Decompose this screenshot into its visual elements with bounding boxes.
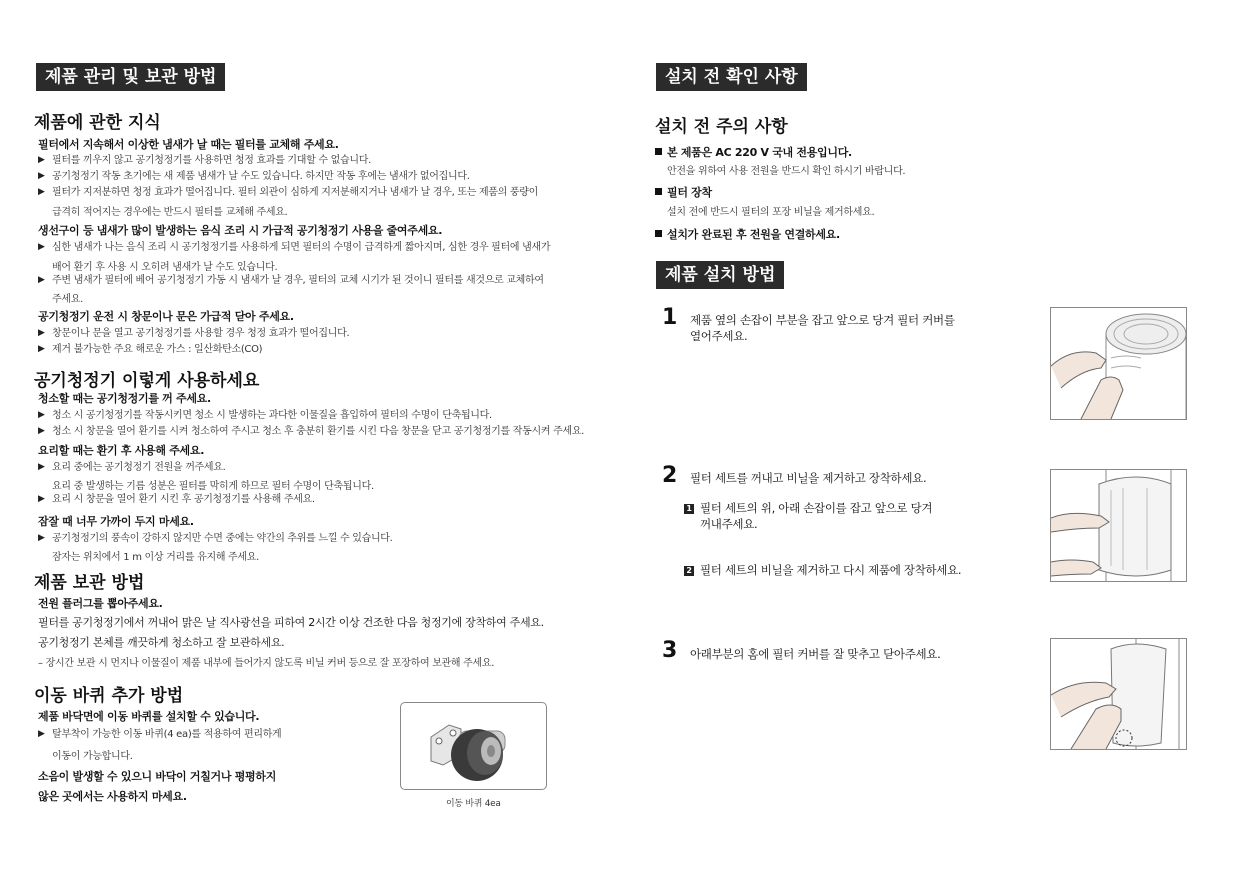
step-number: 3 [662,638,678,663]
triangle-bullet-icon: ▶ [38,533,45,543]
heading-storage: 제품 보관 방법 [34,573,145,593]
precaution-desc: 안전을 위하여 사용 전원을 반드시 확인 하시기 바랍니다. [667,166,906,177]
list-item-continued: 이동이 가능합니다. [52,751,133,762]
square-bullet-icon [655,188,662,195]
subheading-sleeping: 잠잘 때 너무 가까이 두지 마세요. [38,515,194,528]
list-item-continued: 급격히 적어지는 경우에는 반드시 필터를 교체해 주세요. [52,207,288,218]
subheading-close-windows: 공기청정기 운전 시 창문이나 문은 가급적 닫아 주세요. [38,310,294,323]
list-item-continued: 주세요. [52,294,83,305]
triangle-bullet-icon: ▶ [38,328,45,338]
triangle-bullet-icon: ▶ [38,462,45,472]
substep-number-box: 2 [684,566,694,576]
heading-usage: 공기청정기 이렇게 사용하세요 [34,371,260,391]
substep-number-box: 1 [684,504,694,514]
section-title-care: 제품 관리 및 보관 방법 [36,63,225,91]
triangle-bullet-icon: ▶ [38,242,45,252]
heading-product-knowledge: 제품에 관한 지식 [34,113,161,133]
triangle-bullet-icon: ▶ [38,729,45,739]
step-text: 아래부분의 홈에 필터 커버를 잘 맞추고 닫아주세요. [690,647,941,661]
step2-illustration [1050,469,1187,582]
subheading-filter-smell: 필터에서 지속해서 이상한 냄새가 날 때는 필터를 교체해 주세요. [38,138,339,151]
triangle-bullet-icon: ▶ [38,344,45,354]
wheel-warning: 않은 곳에서는 사용하지 마세요. [38,790,187,803]
triangle-bullet-icon: ▶ [38,494,45,504]
precaution-item-power: 설치가 완료된 후 전원을 연결하세요. [655,226,840,242]
storage-instruction: 공기청정기 본체를 깨끗하게 청소하고 잘 보관하세요. [38,636,285,649]
triangle-bullet-icon: ▶ [38,275,45,285]
square-bullet-icon [655,148,662,155]
triangle-bullet-icon: ▶ [38,426,45,436]
step1-illustration [1050,307,1187,420]
wheel-caption: 이동 바퀴 4ea [446,799,501,809]
subheading-unplug: 전원 플러그를 뽑아주세요. [38,597,163,610]
heading-wheel: 이동 바퀴 추가 방법 [34,686,184,706]
step-number: 2 [662,463,678,488]
list-item-continued: 잠자는 위치에서 1 m 이상 거리를 유지해 주세요. [52,552,260,563]
wheel-illustration [400,702,547,790]
subheading-cooking-fish: 생선구이 등 냄새가 많이 발생하는 음식 조리 시 가급적 공기청정기 사용을 줄여주세요. [38,224,443,237]
subheading-cleaning: 청소할 때는 공기청정기를 꺼 주세요. [38,392,211,405]
triangle-bullet-icon: ▶ [38,171,45,181]
section-title-installation: 제품 설치 방법 [656,261,784,289]
step2-substep-a: 1 필터 세트의 위, 아래 손잡이를 잡고 앞으로 당겨 꺼내주세요. [684,500,932,532]
storage-note: – 장시간 보관 시 먼지나 이물질이 제품 내부에 들어가지 않도록 비닐 커버 등으로 잘 포장하여 보관해 주세요. [38,658,495,669]
step-text: 필터 세트를 꺼내고 비닐을 제거하고 장착하세요. [690,471,927,485]
precaution-desc: 설치 전에 반드시 필터의 포장 비닐을 제거하세요. [667,207,875,218]
subheading-wheel-install: 제품 바닥면에 이동 바퀴를 설치할 수 있습니다. [38,710,260,723]
step-text: 제품 옆의 손잡이 부분을 잡고 앞으로 당겨 필터 커버를 열어주세요. [690,313,955,343]
precaution-item-voltage: 본 제품은 AC 220 V 국내 전용입니다. [655,144,852,160]
wheel-warning: 소음이 발생할 수 있으니 바닥이 거칠거나 평평하지 [38,770,277,783]
precaution-item-filter: 필터 장착 [655,184,712,200]
section-title-preinstall: 설치 전 확인 사항 [656,63,807,91]
subheading-cooking: 요리할 때는 환기 후 사용해 주세요. [38,444,205,457]
storage-instruction: 필터를 공기청정기에서 꺼내어 맑은 날 직사광선을 피하여 2시간 이상 건조한 다음 청정기에 장착하여 주세요. [38,616,544,629]
triangle-bullet-icon: ▶ [38,187,45,197]
triangle-bullet-icon: ▶ [38,410,45,420]
list-item-continued: 요리 중 발생하는 기름 성분은 필터를 막히게 하므로 필터 수명이 단축됩니다. [52,481,374,492]
triangle-bullet-icon: ▶ [38,155,45,165]
step2-substep-b: 2 필터 세트의 비닐을 제거하고 다시 제품에 장착하세요. [684,562,961,578]
step-number: 1 [662,305,678,330]
list-item-continued: 배어 환기 후 사용 시 오히려 냄새가 날 수도 있습니다. [52,262,278,273]
step3-illustration [1050,638,1187,750]
heading-precautions: 설치 전 주의 사항 [655,117,788,137]
square-bullet-icon [655,230,662,237]
